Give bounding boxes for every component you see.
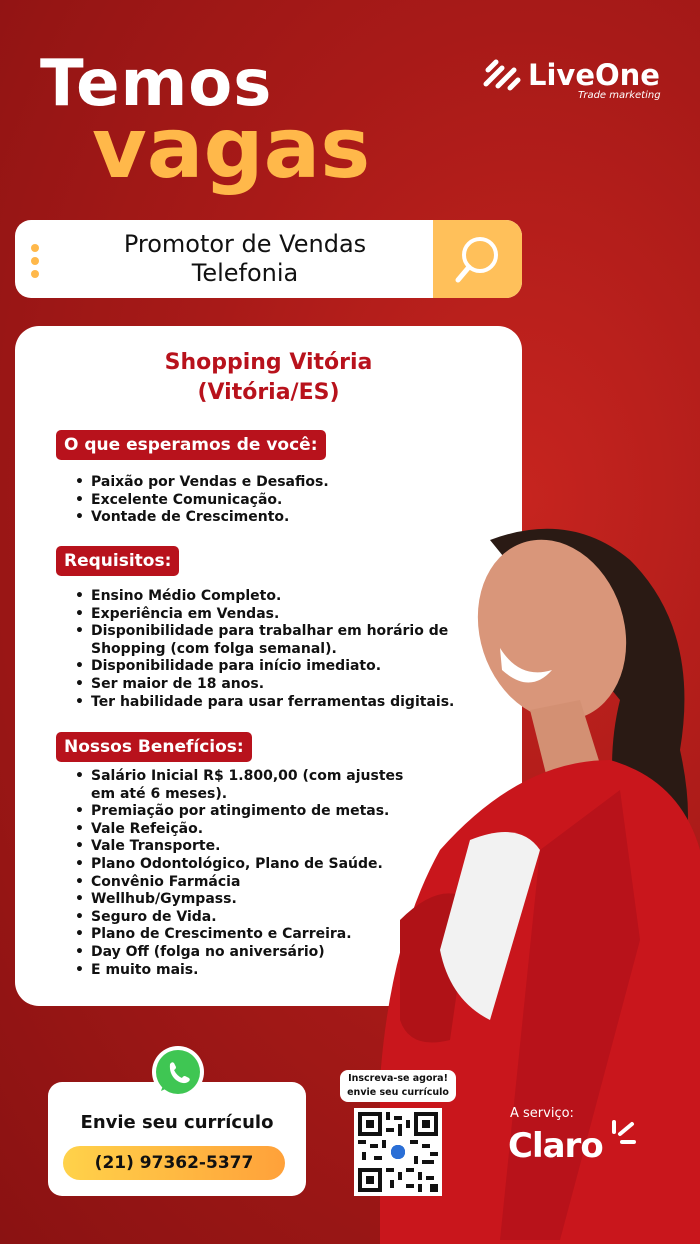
job-title-line2: Telefonia (191, 259, 299, 287)
requirements-heading: Requisitos: (56, 546, 179, 576)
liveone-logo (482, 56, 672, 102)
phone-number-button[interactable]: (21) 97362-5377 (63, 1146, 285, 1180)
list-item: • Ensino Médio Completo. (75, 588, 495, 606)
job-title-line1: Promotor de Vendas (123, 230, 367, 258)
expect-list (75, 474, 495, 527)
search-icon (433, 220, 522, 298)
claro-rays-icon (610, 1118, 638, 1152)
list-item: • Disponibilidade para trabalhar em horário de Shopping (com folga semanal). (75, 623, 495, 658)
list-item: • Wellhub/Gympass. (75, 891, 405, 909)
benefits-list (75, 768, 405, 979)
location-line2: (Vitória/ES) (197, 380, 340, 405)
benefits-heading: Nossos Benefícios: (56, 732, 252, 762)
headline (40, 47, 371, 197)
logo-subtitle: Trade marketing (578, 90, 661, 101)
list-item: • Convênio Farmácia (75, 874, 405, 892)
list-item: • Seguro de Vida. (75, 909, 405, 927)
list-item: • Vale Transporte. (75, 838, 405, 856)
qr-caption (340, 1070, 456, 1102)
logo-name: LiveOne (528, 58, 660, 92)
job-title-search-bar (15, 220, 522, 298)
qr-caption-line1: Inscreva-se agora! (348, 1073, 448, 1084)
list-item: • Day Off (folga no aniversário) (75, 944, 405, 962)
list-item: • Vontade de Crescimento. (75, 509, 495, 527)
list-item: • Paixão por Vendas e Desafios. (75, 474, 495, 492)
list-item: • E muito mais. (75, 962, 405, 980)
kebab-menu-icon (31, 244, 41, 283)
list-item: • Experiência em Vendas. (75, 606, 495, 624)
liveone-mark-icon (482, 58, 522, 92)
list-item: • Ser maior de 18 anos. (75, 676, 495, 694)
qr-section (340, 1070, 456, 1196)
claro-logo: Claro (508, 1126, 603, 1166)
location-line1: Shopping Vitória (164, 350, 373, 375)
sponsor (508, 1106, 648, 1166)
send-resume-label: Envie seu currículo (80, 1112, 274, 1133)
job-title (55, 230, 435, 288)
expect-heading: O que esperamos de você: (56, 430, 326, 460)
list-item: • Vale Refeição. (75, 821, 405, 839)
whatsapp-icon[interactable] (150, 1044, 206, 1100)
list-item: • Premiação por atingimento de metas. (75, 803, 405, 821)
list-item: • Disponibilidade para início imediato. (75, 658, 495, 676)
sponsor-prefix: A serviço: (510, 1106, 574, 1121)
list-item: • Excelente Comunicação. (75, 492, 495, 510)
qr-code-icon (358, 1112, 438, 1192)
search-button[interactable] (433, 220, 522, 298)
list-item: • Salário Inicial R$ 1.800,00 (com ajustes em até 6 meses). (75, 768, 405, 803)
headline-line1: Temos (40, 47, 273, 121)
job-location (15, 348, 522, 408)
list-item: • Plano de Crescimento e Carreira. (75, 926, 405, 944)
list-item: • Ter habilidade para usar ferramentas digitais. (75, 694, 495, 712)
qr-code[interactable] (354, 1108, 442, 1196)
headline-line2: vagas (92, 99, 371, 197)
qr-caption-line2: envie seu currículo (347, 1087, 449, 1098)
list-item: • Plano Odontológico, Plano de Saúde. (75, 856, 405, 874)
